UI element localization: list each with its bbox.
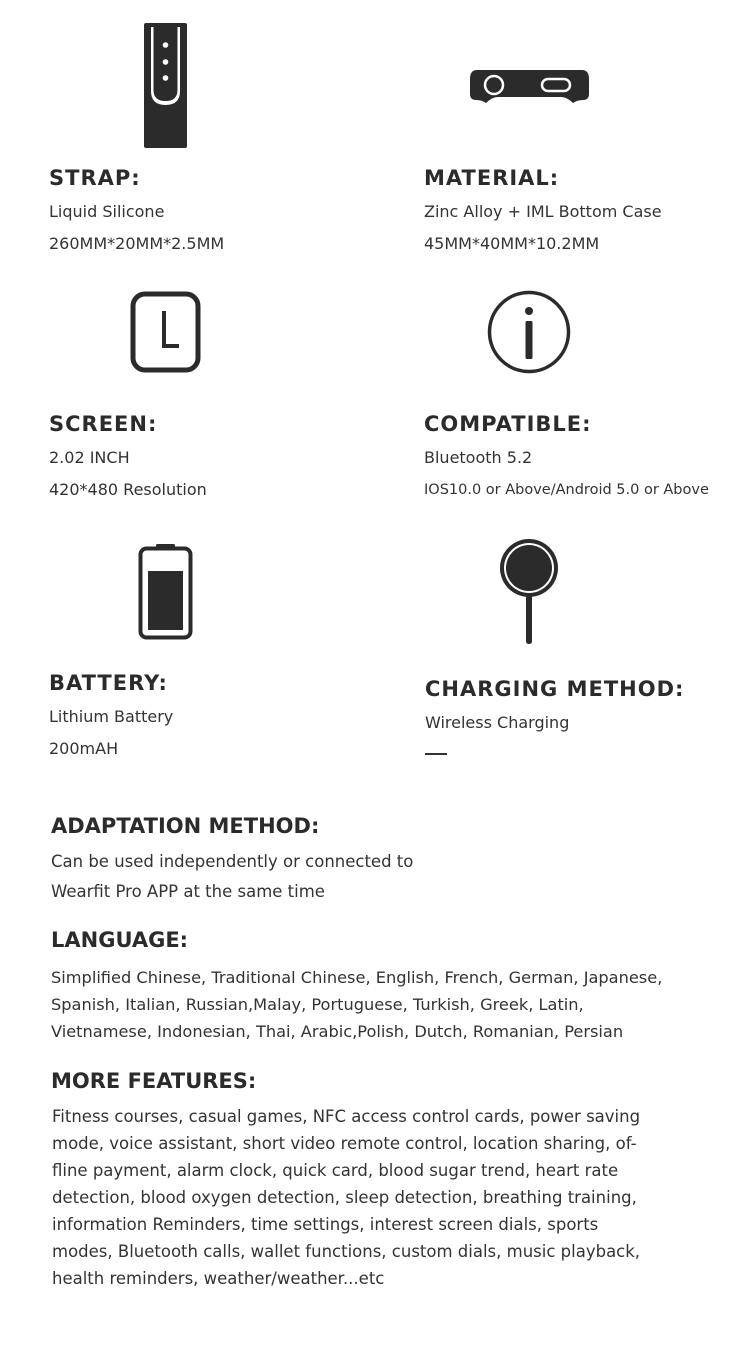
material-size: 45MM*40MM*10.2MM	[424, 234, 600, 253]
features-line: health reminders, weather/weather...etc	[52, 1269, 385, 1288]
battery-icon	[138, 544, 193, 640]
info-icon	[487, 290, 571, 374]
material-title: MATERIAL:	[424, 166, 560, 190]
language-title: LANGUAGE:	[51, 928, 189, 952]
features-line: Fitness courses, casual games, NFC access control cards, power saving	[52, 1107, 641, 1126]
compatible-os: IOS10.0 or Above/Android 5.0 or Above	[424, 482, 709, 498]
charging-title: CHARGING METHOD:	[425, 677, 685, 701]
screen-title: SCREEN:	[49, 412, 158, 436]
compatible-title: COMPATIBLE:	[424, 412, 592, 436]
wireless-charger-icon	[498, 537, 560, 645]
compatible-bluetooth: Bluetooth 5.2	[424, 448, 533, 467]
language-line: Spanish, Italian, Russian,Malay, Portuguese, Turkish, Greek, Latin,	[51, 995, 584, 1014]
features-line: information Reminders, time settings, interest screen dials, sports	[52, 1215, 599, 1234]
battery-capacity: 200mAH	[49, 739, 119, 758]
battery-type: Lithium Battery	[49, 707, 174, 726]
charging-method: Wireless Charging	[425, 713, 570, 732]
language-line: Simplified Chinese, Traditional Chinese, English, French, German, Japanese,	[51, 968, 663, 987]
features-list	[52, 1103, 640, 1292]
features-title: MORE FEATURES:	[51, 1069, 257, 1093]
features-line: mode, voice assistant, short video remote control, location sharing, of-	[52, 1134, 637, 1153]
adaptation-title: ADAPTATION METHOD:	[51, 814, 320, 838]
battery-title: BATTERY:	[49, 671, 168, 695]
strap-size: 260MM*20MM*2.5MM	[49, 234, 225, 253]
strap-material: Liquid Silicone	[49, 202, 165, 221]
features-line: modes, Bluetooth calls, wallet functions, custom dials, music playback,	[52, 1242, 641, 1261]
features-line: fline payment, alarm clock, quick card, blood sugar trend, heart rate	[52, 1161, 619, 1180]
screen-resolution: 420*480 Resolution	[49, 480, 207, 499]
watch-strap-icon	[143, 23, 188, 149]
adaptation-line: Can be used independently or connected to	[51, 852, 414, 871]
language-list	[51, 964, 662, 1045]
adaptation-text	[51, 847, 413, 907]
strap-title: STRAP:	[49, 166, 141, 190]
watch-screen-icon	[130, 291, 201, 373]
language-line: Vietnamese, Indonesian, Thai, Arabic,Polish, Dutch, Romanian, Persian	[51, 1022, 624, 1041]
material-composition: Zinc Alloy + IML Bottom Case	[424, 202, 662, 221]
features-line: detection, blood oxygen detection, sleep detection, breathing training,	[52, 1188, 637, 1207]
watch-case-bottom-icon	[469, 69, 590, 103]
screen-size: 2.02 INCH	[49, 448, 130, 467]
divider-dash	[425, 753, 447, 755]
adaptation-line: Wearfit Pro APP at the same time	[51, 882, 325, 901]
